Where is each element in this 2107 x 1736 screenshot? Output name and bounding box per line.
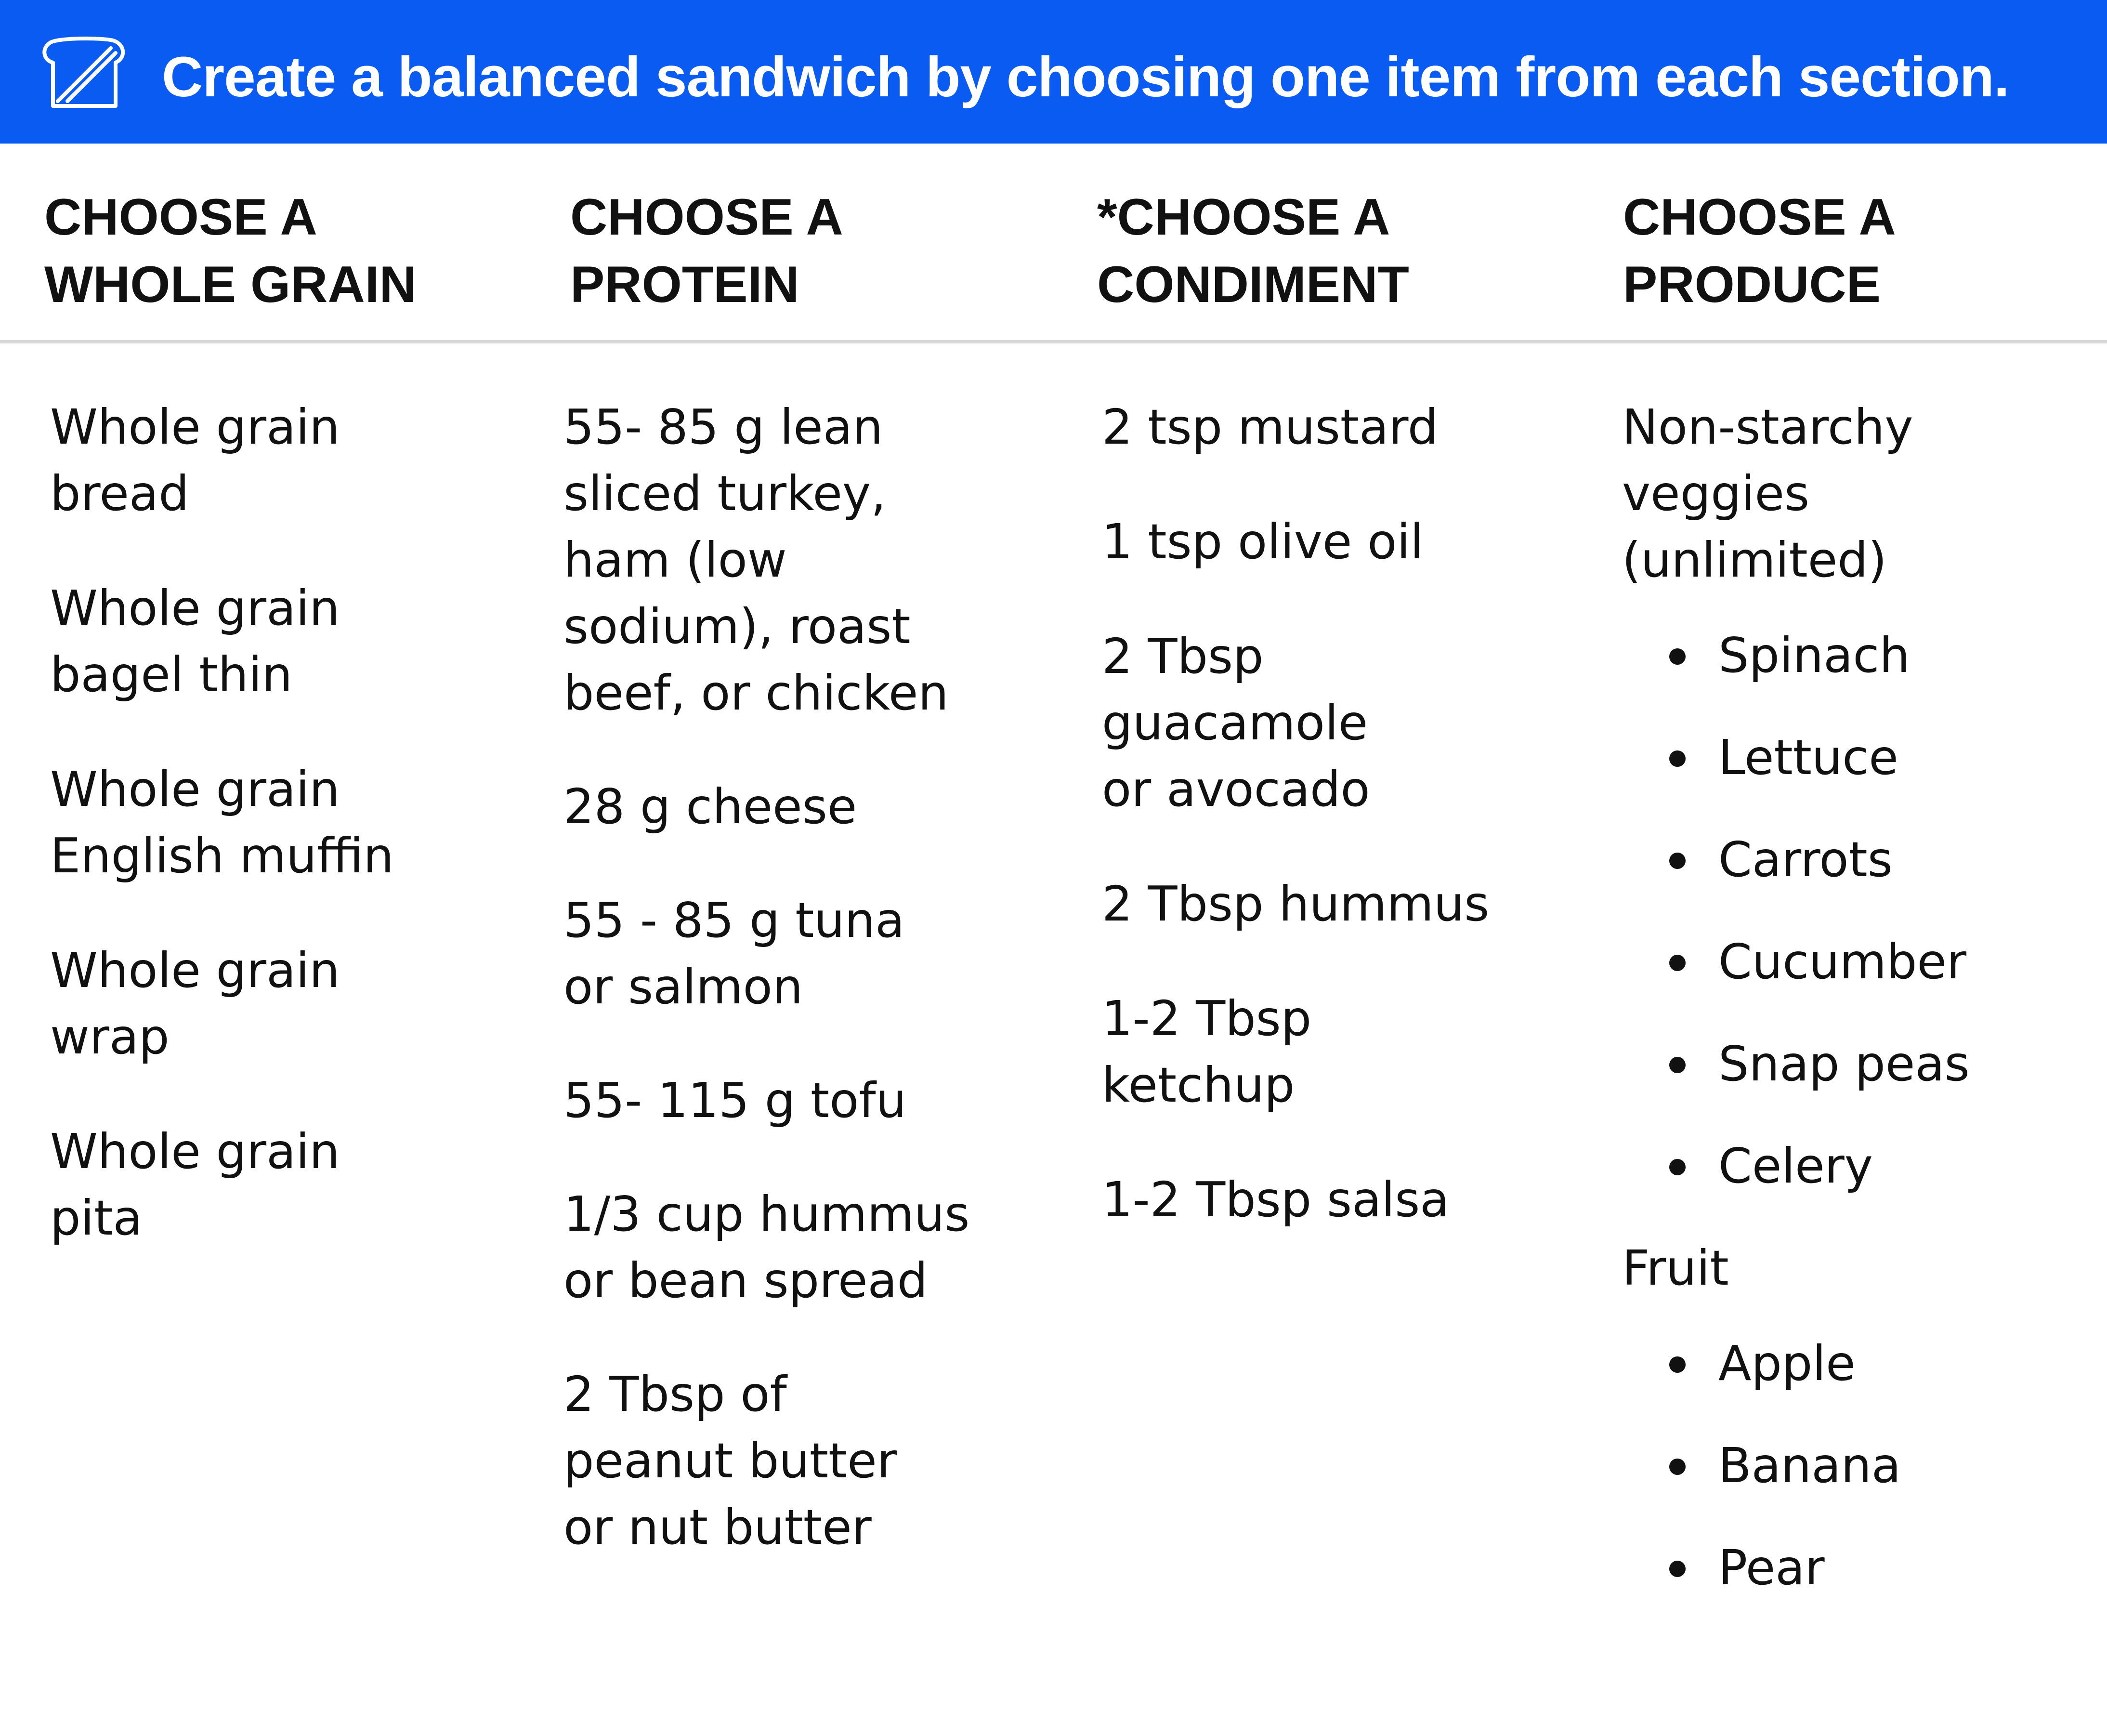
bullet-icon [1669, 750, 1686, 767]
bullet-icon [1669, 1159, 1686, 1175]
item-text-line: 1 tsp olive oil [1102, 513, 1424, 570]
item-text-line: bread [50, 465, 189, 522]
item-text-line: 55 - 85 g tuna [563, 892, 905, 948]
item-text-line: Whole grain [50, 399, 340, 455]
item-text-line: 2 Tbsp [1102, 628, 1264, 684]
bullet-text: Cucumber [1718, 934, 1967, 990]
produce-group [1622, 394, 1970, 1199]
protein-list [563, 394, 969, 1608]
group-title-line: (unlimited) [1622, 532, 1887, 588]
heading-line: WHOLE GRAIN [44, 255, 417, 313]
list-item [563, 1361, 969, 1561]
item-text-line: guacamole [1102, 695, 1368, 751]
item-text-line: or avocado [1102, 761, 1370, 817]
bullet-item [1622, 929, 1970, 995]
item-text-line: English muffin [50, 828, 394, 884]
list-item [1102, 986, 1489, 1118]
bullet-item [1622, 1031, 1970, 1097]
list-item [50, 756, 394, 889]
bullet-text: Pear [1718, 1539, 1825, 1596]
group-title-line: Fruit [1622, 1240, 1729, 1296]
item-text-line: or nut butter [563, 1499, 872, 1555]
item-text-line: peanut butter [563, 1433, 897, 1489]
bullet-text: Celery [1718, 1138, 1873, 1194]
list-item [1102, 394, 1489, 460]
list-item [1102, 1167, 1489, 1233]
heading-line: PRODUCE [1623, 255, 1881, 313]
bullet-text: Carrots [1718, 831, 1893, 888]
bullet-text: Banana [1718, 1437, 1901, 1494]
list-item [563, 774, 969, 840]
list-item [1102, 623, 1489, 823]
bullet-icon [1669, 648, 1686, 665]
bullet-item [1622, 724, 1970, 791]
list-item [50, 937, 394, 1070]
item-text-line: sliced turkey, [563, 465, 886, 522]
list-item [50, 394, 394, 527]
header-divider [0, 340, 2107, 343]
heading-whole-grain [44, 183, 417, 318]
heading-produce [1623, 183, 1896, 318]
item-text-line: 2 Tbsp of [563, 1366, 787, 1422]
item-text-line: 1-2 Tbsp [1102, 990, 1312, 1047]
bullet-text: Lettuce [1718, 729, 1898, 786]
item-text-line: sodium), roast [563, 598, 911, 655]
group-title-line: veggies [1622, 465, 1810, 522]
bullet-icon [1669, 853, 1686, 869]
heading-line: CHOOSE A [44, 188, 317, 246]
heading-line: CONDIMENT [1097, 255, 1409, 313]
list-item [563, 1181, 969, 1314]
item-text-line: 1-2 Tbsp salsa [1102, 1171, 1450, 1228]
item-text-line: Whole grain [50, 942, 340, 999]
bullet-icon [1669, 1459, 1686, 1475]
list-item [563, 887, 969, 1020]
item-text-line: bagel thin [50, 646, 293, 703]
heading-condiment [1097, 183, 1409, 318]
produce-list [1622, 394, 1970, 1637]
list-item [50, 575, 394, 708]
item-text-line: or salmon [563, 959, 803, 1015]
list-item [563, 1067, 969, 1134]
item-text-line: pita [50, 1190, 143, 1246]
bullet-list [1622, 1330, 1970, 1601]
list-item [1102, 509, 1489, 575]
item-text-line: 28 g cheese [563, 778, 857, 835]
item-text-line: beef, or chicken [563, 665, 949, 721]
heading-line: CHOOSE A [570, 188, 843, 246]
item-text-line: ham (low [563, 532, 787, 588]
bullet-icon [1669, 1057, 1686, 1073]
item-text-line: wrap [50, 1009, 170, 1065]
bullet-item [1622, 1433, 1970, 1499]
produce-group [1622, 1235, 1970, 1601]
item-text-line: 2 tsp mustard [1102, 399, 1439, 455]
heading-line: CHOOSE A [1623, 188, 1896, 246]
heading-protein [570, 183, 843, 318]
bullet-item [1622, 1133, 1970, 1199]
bullet-list [1622, 622, 1970, 1199]
bullet-item [1622, 827, 1970, 893]
item-text-line: ketchup [1102, 1057, 1295, 1113]
title-banner [0, 0, 2107, 144]
list-item [50, 1118, 394, 1251]
item-text-line: 2 Tbsp hummus [1102, 876, 1490, 932]
whole-grain-list [50, 394, 394, 1300]
bullet-icon [1669, 1356, 1686, 1373]
heading-line: *CHOOSE A [1097, 188, 1390, 246]
item-text-line: 55- 115 g tofu [563, 1072, 907, 1129]
item-text-line: 55- 85 g lean [563, 399, 883, 455]
bullet-item [1622, 1535, 1970, 1601]
bullet-icon [1669, 1561, 1686, 1577]
bullet-icon [1669, 955, 1686, 971]
item-text-line: Whole grain [50, 1123, 340, 1180]
bullet-text: Apple [1718, 1335, 1856, 1392]
bullet-item [1622, 1330, 1970, 1397]
item-text-line: Whole grain [50, 761, 340, 817]
bread-slice-icon [39, 34, 130, 111]
item-text-line: 1/3 cup hummus [563, 1186, 970, 1242]
banner-title: Create a balanced sandwich by choosing one item from each section. [162, 45, 2009, 109]
condiment-list [1102, 394, 1489, 1281]
heading-line: PROTEIN [570, 255, 799, 313]
bullet-text: Snap peas [1718, 1036, 1970, 1092]
item-text-line: or bean spread [563, 1252, 928, 1309]
group-title-line: Non-starchy [1622, 399, 1913, 455]
list-item [1102, 871, 1489, 937]
list-item [563, 394, 969, 726]
item-text-line: Whole grain [50, 580, 340, 636]
bullet-item [1622, 622, 1970, 689]
bullet-text: Spinach [1718, 627, 1910, 684]
